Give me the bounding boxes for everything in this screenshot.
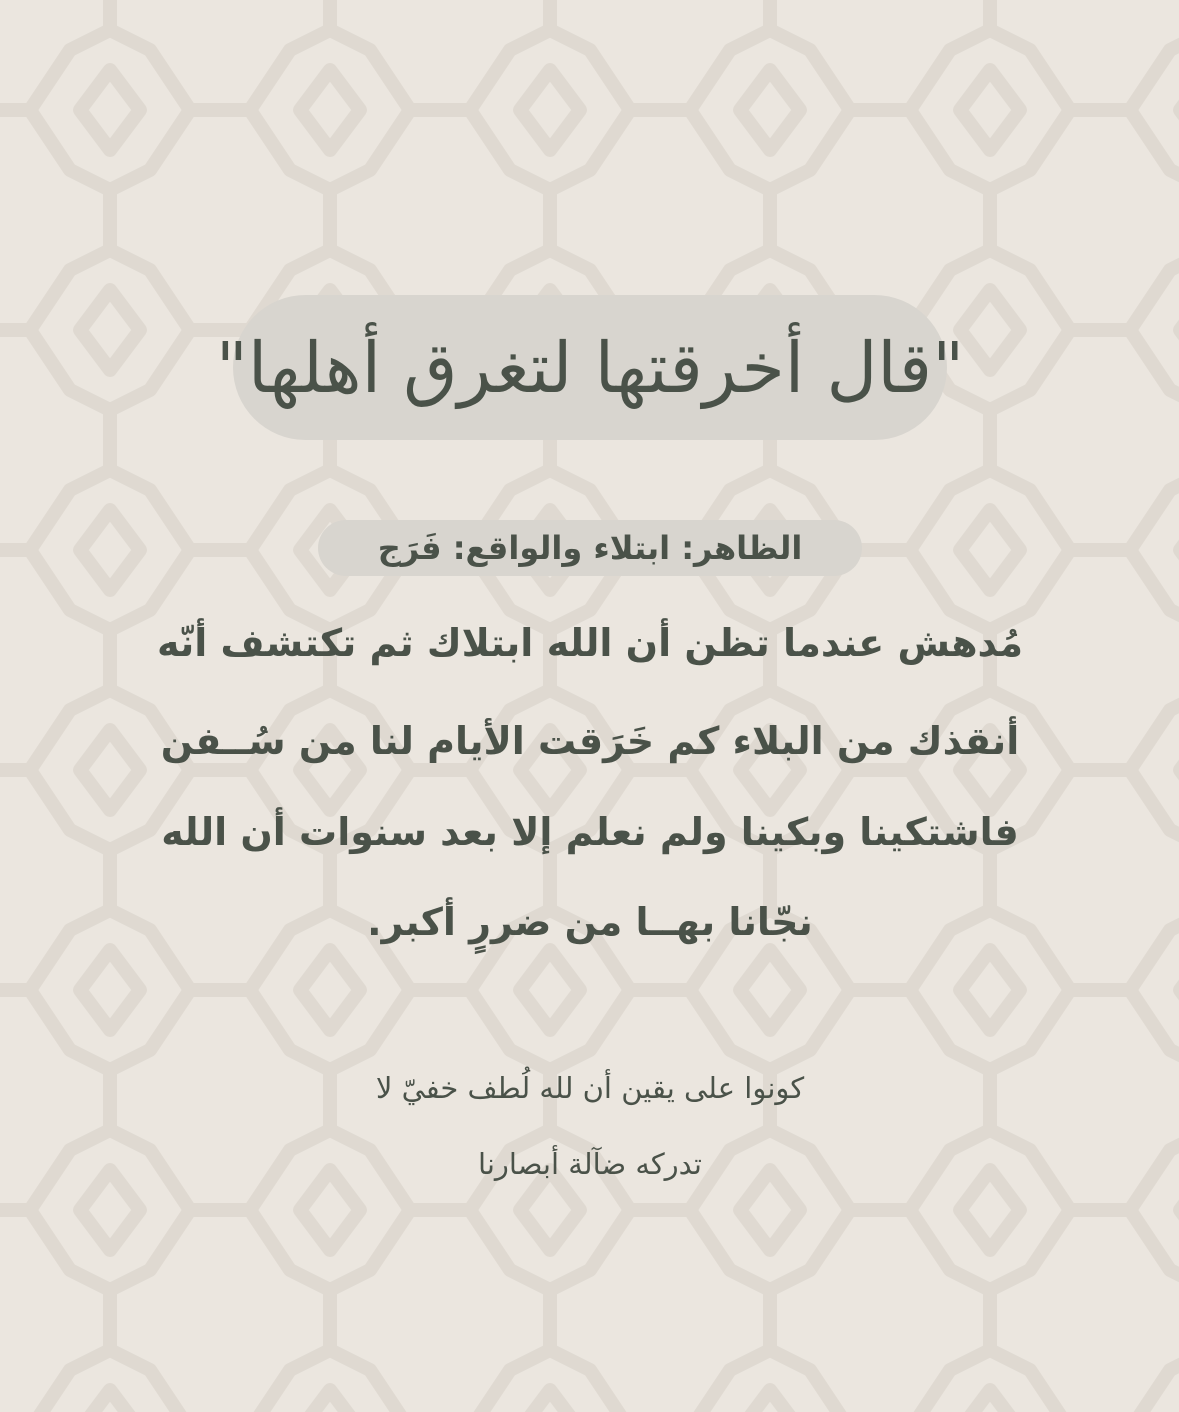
title-text: "قال أخرقتها لتغرق أهلها" [215, 326, 965, 409]
footer-line-2: تدركه ضآلة أبصارنا [478, 1147, 702, 1181]
body-line-1: مُدهش عندما تظن أن الله ابتلاك ثم تكتشف أنّه [156, 621, 1024, 665]
subtitle-banner [318, 520, 862, 576]
footer-line-1: كونوا على يقين أن لله لُطف خفيّ لا [375, 1071, 805, 1105]
subtitle-text: الظاهر: ابتلاء والواقع: فَرَج [377, 529, 803, 567]
body-line-4: نجّانا بهــا من ضررٍ أكبر. [367, 900, 813, 944]
body-line-3: فاشتكينا وبكينا ولم نعلم إلا بعد سنوات أن الله [161, 810, 1019, 854]
body-line-2: أنقذك من البلاء كم خَرَقت الأيام لنا من سُــفن [160, 719, 1020, 763]
title-banner [215, 295, 965, 440]
